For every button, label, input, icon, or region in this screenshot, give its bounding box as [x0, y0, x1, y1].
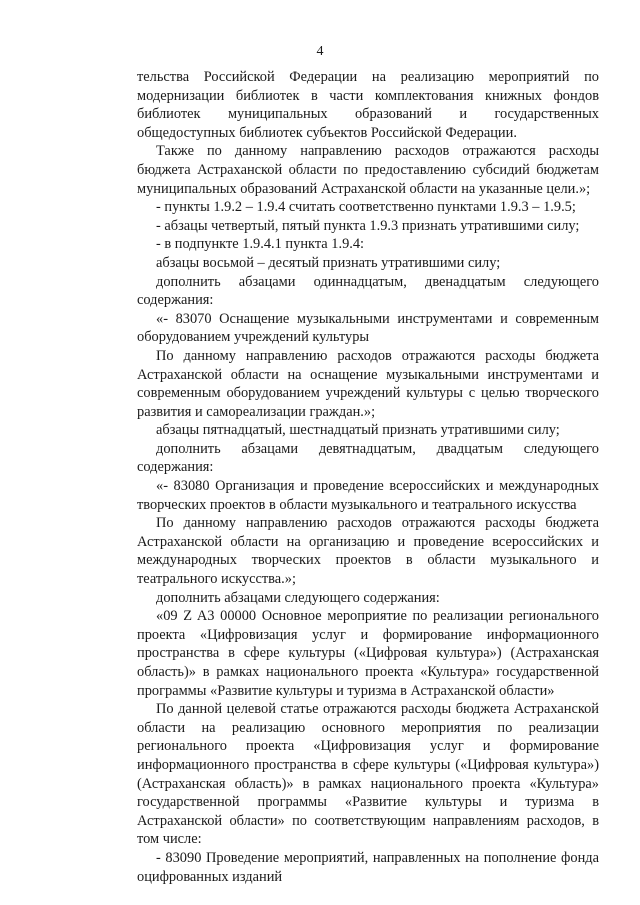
paragraph: «- 83070 Оснащение музыкальными инструментами и современным оборудованием учреждений культуры — [137, 310, 599, 346]
paragraph: дополнить абзацами одиннадцатым, двенадцатым следующего содержания: — [137, 273, 599, 309]
paragraph: По данному направлению расходов отражаются расходы бюджета Астраханской области на организацию и проведение всероссийских и международных творческих проектов в области музыкального и театрального искусства.»; — [137, 515, 599, 588]
page-number: 4 — [316, 44, 324, 59]
paragraph: По данной целевой статье отражаются расходы бюджета Астраханской области на реализацию основного мероприятия по реализации регионального проекта «Цифровизация услуг и формирование информационного пространства в сфере культуры («Цифровая культура») (Астраханская область)» в рамках национального проекта «Культура» государственной программы «Развитие культуры и туризма в Астраханской области» по соответствующим направлениям расходов, в том числе: — [137, 701, 599, 848]
paragraph: - абзацы четвертый, пятый пункта 1.9.3 признать утратившими силу; — [156, 217, 580, 234]
paragraph: абзацы пятнадцатый, шестнадцатый признать утратившими силу; — [156, 422, 560, 439]
paragraph: По данному направлению расходов отражаются расходы бюджета Астраханской области на оснащение музыкальными инструментами и современным оборудованием учреждений культуры с целью творческого развития и самореализации граждан.»; — [137, 347, 599, 420]
paragraph: дополнить абзацами следующего содержания: — [156, 589, 440, 606]
paragraph: тельства Российской Федерации на реализацию мероприятий по модернизации библиотек в части комплектования книжных фондов библиотек муниципальных образований и государственных общедоступных библиотек субъектов Российской Федерации. — [137, 69, 599, 141]
paragraph: - в подпункте 1.9.4.1 пункта 1.9.4: — [156, 236, 365, 253]
paragraph: - 83090 Проведение мероприятий, направленных на пополнение фонда оцифрованных изданий — [137, 849, 599, 885]
paragraph: абзацы восьмой – десятый признать утратившими силу; — [156, 254, 501, 271]
paragraph: Также по данному направлению расходов отражаются расходы бюджета Астраханской области по предоставлению субсидий бюджетам муниципальных образований Астраханской области на указанные цели.»; — [137, 143, 599, 197]
paragraph: «- 83080 Организация и проведение всероссийских и международных творческих проектов в области музыкального и театрального искусства — [137, 478, 599, 513]
paragraph: дополнить абзацами девятнадцатым, двадцатым следующего содержания: — [137, 440, 599, 476]
paragraph: «09 Z A3 00000 Основное мероприятие по реализации регионального проекта «Цифровизация услуг и формирование информационного пространства в сфере культуры («Цифровая культура») (Астраханская область)» в рамках национального проекта «Культура» государственной программы «Развитие культуры и туризма в Астраханской области» — [137, 608, 599, 699]
document-body — [137, 68, 599, 886]
paragraph: - пункты 1.9.2 – 1.9.4 считать соответственно пунктами 1.9.3 – 1.9.5; — [156, 199, 576, 216]
